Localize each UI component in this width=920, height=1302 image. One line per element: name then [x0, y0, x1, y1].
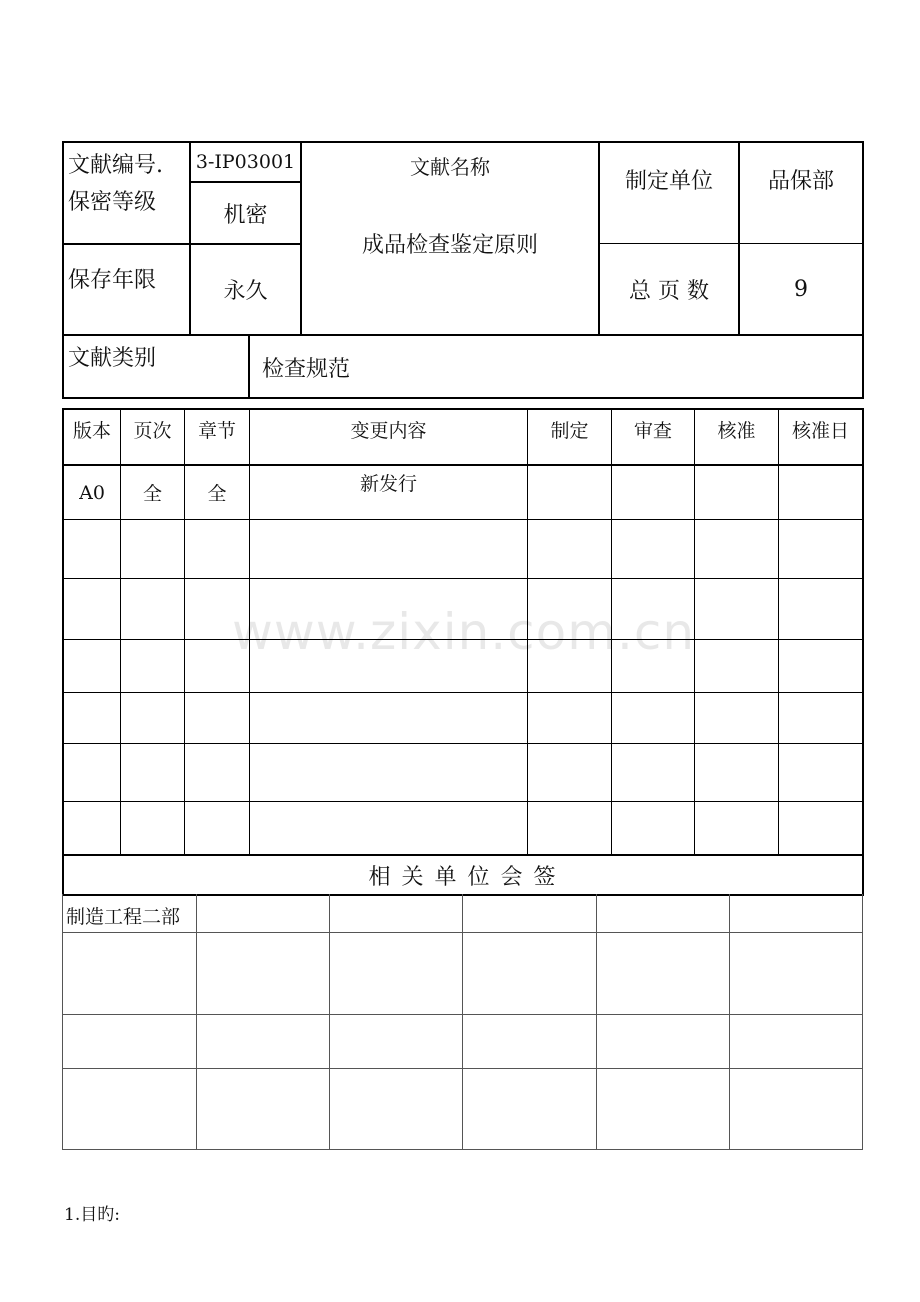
col-header-approval-date: 核准日 — [791, 420, 849, 442]
retention-period-label: 保存年限 — [68, 268, 157, 293]
col-header-drafted: 制定 — [550, 420, 589, 442]
col-header-approved: 核准 — [717, 420, 756, 442]
cell-section: 全 — [207, 483, 227, 505]
total-pages-value: 9 — [794, 277, 808, 302]
col-header-change: 变更内容 — [350, 420, 427, 442]
secrecy-level-value: 机密 — [223, 202, 268, 228]
col-header-reviewed: 审查 — [633, 420, 672, 442]
doc-number-label: 文献编号. — [68, 153, 163, 178]
issuing-dept-value: 品保部 — [767, 168, 834, 194]
doc-name-value: 成品检查鉴定原则 — [361, 232, 538, 258]
secrecy-level-label: 保密等级 — [68, 190, 157, 215]
doc-number-value: 3-IP03001 — [195, 151, 296, 173]
cell-version: A0 — [79, 481, 105, 504]
doc-category-value: 检查规范 — [262, 357, 351, 382]
cell-change: 新发行 — [359, 473, 417, 495]
retention-period-value: 永久 — [223, 279, 268, 304]
section-purpose-heading: 1.目旳: — [64, 1205, 120, 1225]
col-header-section: 章节 — [197, 420, 236, 442]
watermark-text: www.zixin.com.cn — [232, 603, 696, 661]
issuing-dept-label: 制定单位 — [624, 168, 713, 194]
countersign-dept: 制造工程二部 — [66, 906, 181, 928]
doc-name-label: 文献名称 — [410, 155, 490, 179]
total-pages-label: 总 页 数 — [629, 279, 709, 304]
countersign-title: 相 关 单 位 会 签 — [368, 864, 558, 890]
cell-page: 全 — [142, 483, 162, 505]
col-header-version: 版本 — [72, 420, 111, 442]
col-header-page: 页次 — [133, 420, 172, 442]
doc-category-label: 文献类别 — [68, 346, 157, 371]
